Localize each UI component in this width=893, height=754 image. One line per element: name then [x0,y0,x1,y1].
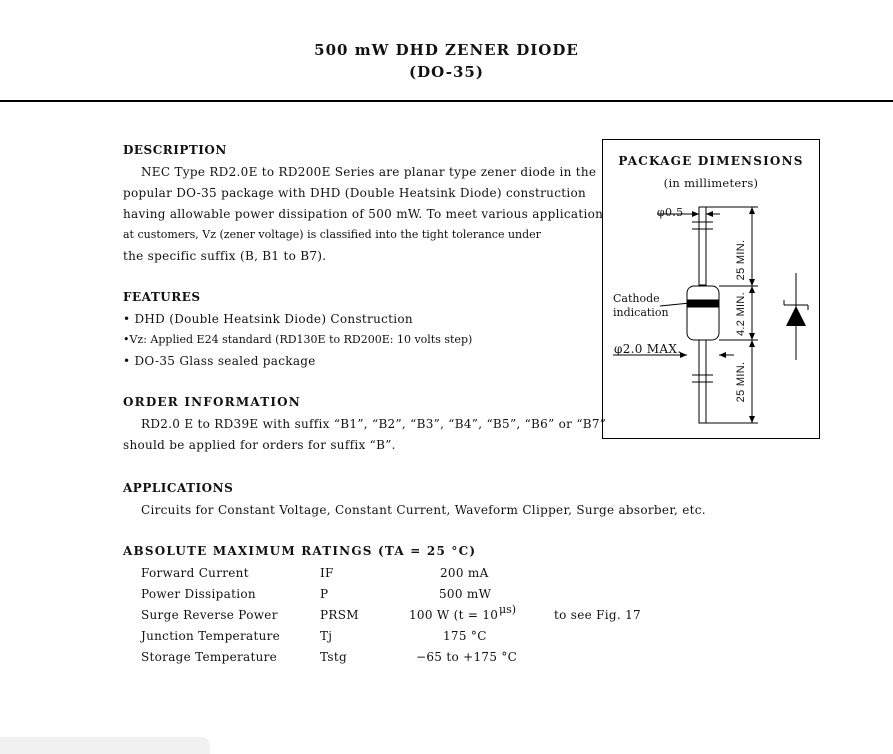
rating-value: 100 W (t = 10 [409,608,499,622]
order-heading: ORDER INFORMATION [123,395,301,409]
rating-name: Power Dissipation [141,587,256,601]
description-line: at customers, Vz (zener voltage) is classified into the tight tolerance under [123,228,541,241]
rating-value: 500 mW [439,587,492,601]
rating-symbol: Tstg [320,650,347,664]
cathode-label: Cathode [613,292,660,305]
package-dimensions-title: PACKAGE DIMENSIONS [618,154,804,168]
rating-symbol: IF [320,566,334,580]
rating-name: Junction Temperature [141,629,281,643]
rating-value: 200 mA [440,566,489,580]
ratings-heading: ABSOLUTE MAXIMUM RATINGS (TA = 25 °C) [123,544,477,558]
rating-symbol: PRSM [320,608,359,622]
rating-symbol: P [320,587,329,601]
applications-line: Circuits for Constant Voltage, Constant Current, Waveform Clipper, Surge absorber, etc. [141,503,706,517]
rating-name: Storage Temperature [141,650,278,664]
rating-name: Forward Current [141,566,249,580]
lead-diameter-label: φ0.5 [657,206,684,219]
rating-symbol: Tj [320,629,333,643]
top-lead-length-label: 25 MIN. [735,239,747,281]
feature-item: •Vz: Applied E24 standard (RD130E to RD200E: 10 volts step) [123,333,473,346]
package-dimensions-subtitle: (in millimeters) [663,176,759,190]
rating-value: 175 °C [443,629,487,643]
order-line: should be applied for orders for suffix “B”. [123,438,396,452]
package-subtitle: (DO-35) [409,63,484,81]
description-line: the specific suffix (B, B1 to B7). [123,249,327,263]
body-diameter-label: φ2.0 MAX. [614,342,682,356]
horizontal-scrollbar[interactable] [0,737,210,754]
description-line: NEC Type RD2.0E to RD200E Series are planar type zener diode in the [141,165,597,179]
order-line: RD2.0 E to RD39E with suffix “B1”, “B2”, “B3”, “B4”, “B5”, “B6” or “B7” [141,417,607,431]
feature-item: • DHD (Double Heatsink Diode) Construction [123,312,413,326]
body-length-label: 4.2 MIN. [735,292,747,336]
rating-name: Surge Reverse Power [141,608,278,622]
features-heading: FEATURES [123,290,201,304]
description-line: popular DO-35 package with DHD (Double Heatsink Diode) construction [123,186,587,200]
cathode-label: indication [613,306,669,319]
document-title: 500 mW DHD ZENER DIODE [314,41,579,59]
bottom-lead-length-label: 25 MIN. [735,361,747,403]
applications-heading: APPLICATIONS [123,481,234,495]
rating-unit: μs) [499,603,517,616]
rating-note: to see Fig. 17 [554,608,641,622]
rating-value: −65 to +175 °C [416,650,518,664]
description-line: having allowable power dissipation of 500 mW. To meet various application [123,207,604,221]
feature-item: • DO-35 Glass sealed package [123,354,316,368]
description-heading: DESCRIPTION [123,143,227,157]
